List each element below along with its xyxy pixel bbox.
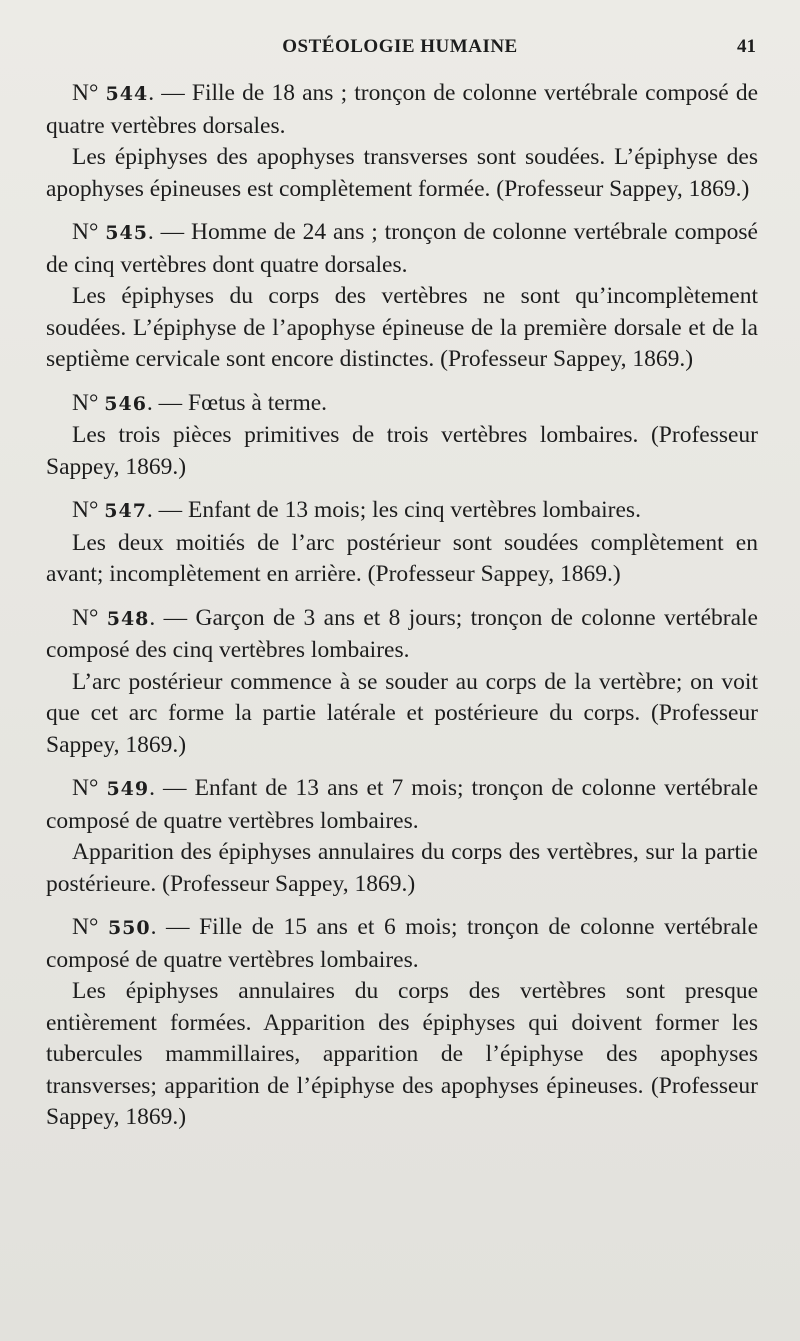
entry-number: 548 — [106, 607, 150, 630]
catalog-entry-544 — [46, 78, 758, 205]
entry-number-label: N° — [72, 389, 99, 416]
entry-number-label: N° — [72, 497, 99, 523]
catalog-entry-550 — [46, 912, 758, 1134]
entry-number-label: N° — [72, 604, 99, 631]
entry-description: Apparition des épiphyses annulaires du corps des vertèbres, sur la partie postérieure. (Professeur Sappey, 1869.) — [46, 839, 758, 897]
entry-number: 545 — [105, 222, 148, 244]
entry-number-label: N° — [72, 775, 99, 801]
catalog-entry-549 — [46, 773, 758, 900]
entry-heading — [46, 388, 758, 421]
entry-heading-text: . — Enfant de 13 mois; les cinq vertèbres lombaires. — [146, 497, 641, 523]
entry-heading-text: . — Garçon de 3 ans et 8 jours; tronçon de colonne vertébrale composé des cinq vertèbres lombaires. — [46, 604, 758, 663]
catalog-entry-547 — [46, 495, 758, 591]
entry-number-label: N° — [72, 914, 99, 940]
entry-heading-text: . — Fœtus à terme. — [146, 389, 328, 416]
entry-heading — [46, 603, 758, 667]
entry-description: Les épiphyses des apophyses transverses sont soudées. L’épiphyse des apophyses épineuses est complètement formée. (Professeur Sappey, 1869.) — [46, 144, 758, 202]
entry-number: 549 — [106, 778, 150, 800]
entry-heading — [46, 495, 758, 528]
page-number: 41 — [737, 36, 756, 57]
entry-number-label: N° — [72, 219, 99, 245]
entry-heading-text: . — Enfant de 13 ans et 7 mois; tronçon de colonne vertébrale composé de quatre vertèbres lombaires. — [46, 775, 759, 834]
catalog-entry-546 — [46, 388, 758, 484]
running-title: OSTÉOLOGIE HUMAINE — [282, 36, 518, 57]
entry-number: 547 — [104, 500, 147, 522]
entry-number: 550 — [107, 917, 151, 939]
entry-description: Les épiphyses du corps des vertèbres ne sont qu’incomplètement soudées. L’épiphyse de l’apophyse épineuse de la première dorsale et de la septième cervicale sont encore distinctes. (Professeur Sappey, 1869.) — [46, 283, 758, 372]
entry-heading — [46, 912, 758, 976]
entry-description: Les épiphyses annulaires du corps des vertèbres sont presque entièrement formées. Apparition des épiphyses qui doivent former les tubercules mammillaires, apparition de l’épiphyse des apophyses transverses; apparition de l’épiphyse des apophyses épineuses. (Professeur Sappey, 1869.) — [46, 978, 758, 1130]
entry-description: L’arc postérieur commence à se souder au corps de la vertèbre; on voit que cet arc forme la partie latérale et postérieure du corps. (Professeur Sappey, 1869.) — [46, 668, 758, 758]
entry-number: 546 — [104, 392, 147, 415]
entry-number-label: N° — [72, 80, 99, 106]
entry-description: Les deux moitiés de l’arc postérieur sont soudées complètement en avant; incomplètement en arrière. (Professeur Sappey, 1869.) — [46, 529, 758, 587]
catalog-entry-545 — [46, 217, 758, 376]
entry-heading-text: . — Fille de 18 ans ; tronçon de colonne vertébrale composé de quatre vertèbres dorsales. — [46, 80, 759, 139]
entry-heading — [46, 217, 758, 281]
entry-description: Les trois pièces primitives de trois vertèbres lombaires. (Professeur Sappey, 1869.) — [46, 422, 758, 480]
catalog-entries — [46, 78, 758, 1146]
entry-heading — [46, 773, 758, 837]
entry-heading-text: . — Homme de 24 ans ; tronçon de colonne vertébrale composé de cinq vertèbres dont quatre dorsales. — [46, 219, 758, 278]
entry-heading-text: . — Fille de 15 ans et 6 mois; tronçon de colonne vertébrale composé de quatre vertèbres lombaires. — [46, 914, 758, 973]
entry-heading — [46, 78, 758, 142]
catalog-entry-548 — [46, 603, 758, 762]
entry-number: 544 — [105, 83, 149, 105]
page-header — [40, 36, 760, 64]
